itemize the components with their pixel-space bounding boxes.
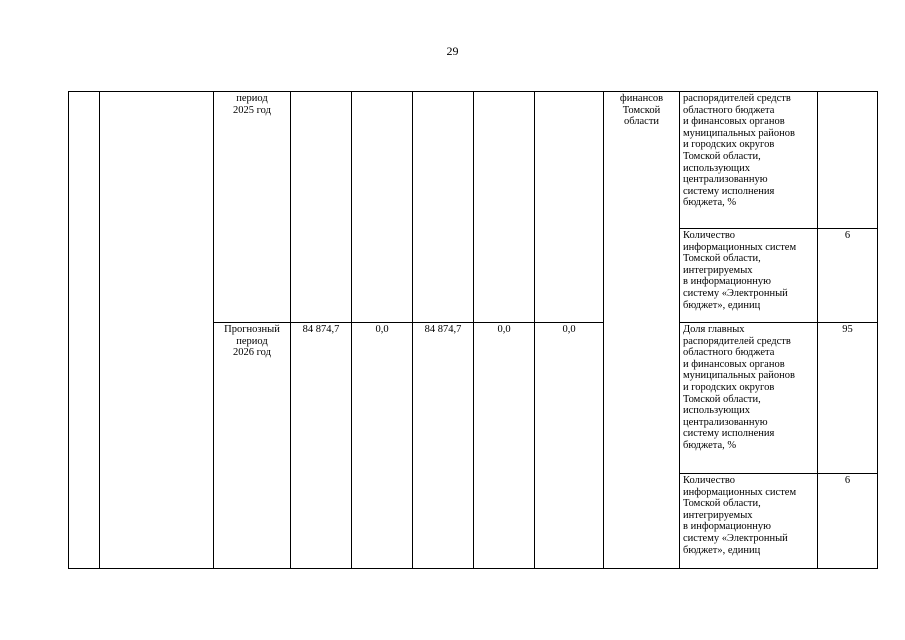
indicator-cell: Количество информационных систем Томской области, интегрируемых в информационную систему «Электронный бюджет», единиц bbox=[680, 474, 818, 569]
indicator-value-cell bbox=[818, 92, 878, 229]
federal-cell-2026: 0,0 bbox=[352, 323, 413, 569]
indicator-value-cell: 6 bbox=[818, 229, 878, 323]
total-cell-2026: 84 874,7 bbox=[291, 323, 352, 569]
budget-table bbox=[68, 91, 878, 569]
number-cell bbox=[69, 92, 100, 569]
page-number: 29 bbox=[446, 44, 459, 58]
indicator-cell: Количество информационных систем Томской области, интегрируемых в информационную систему «Электронный бюджет», единиц bbox=[680, 229, 818, 323]
federal-cell-2025 bbox=[352, 92, 413, 323]
period-cell-2025: период 2025 год bbox=[214, 92, 291, 323]
local-cell-2025 bbox=[474, 92, 535, 323]
indicator-cell: распорядителей средств областного бюджета и финансовых органов муниципальных районов и городских округов Томской области, использующих централизованную систему исполнения бюджета, % bbox=[680, 92, 818, 229]
local-cell-2026: 0,0 bbox=[474, 323, 535, 569]
extra-cell-2026: 0,0 bbox=[535, 323, 604, 569]
regional-cell-2025 bbox=[413, 92, 474, 323]
extra-cell-2025 bbox=[535, 92, 604, 323]
indicator-value-cell: 6 bbox=[818, 474, 878, 569]
indicator-value-cell: 95 bbox=[818, 323, 878, 474]
executor-cell: финансов Томской области bbox=[604, 92, 680, 569]
task-cell bbox=[100, 92, 214, 569]
total-cell-2025 bbox=[291, 92, 352, 323]
indicator-cell: Доля главных распорядителей средств областного бюджета и финансовых органов муниципальных районов и городских округов Томской области, использующих централизованную систему исполнения бюджета, % bbox=[680, 323, 818, 474]
period-cell-2026: Прогнозный период 2026 год bbox=[214, 323, 291, 569]
table-row bbox=[69, 92, 878, 229]
regional-cell-2026: 84 874,7 bbox=[413, 323, 474, 569]
